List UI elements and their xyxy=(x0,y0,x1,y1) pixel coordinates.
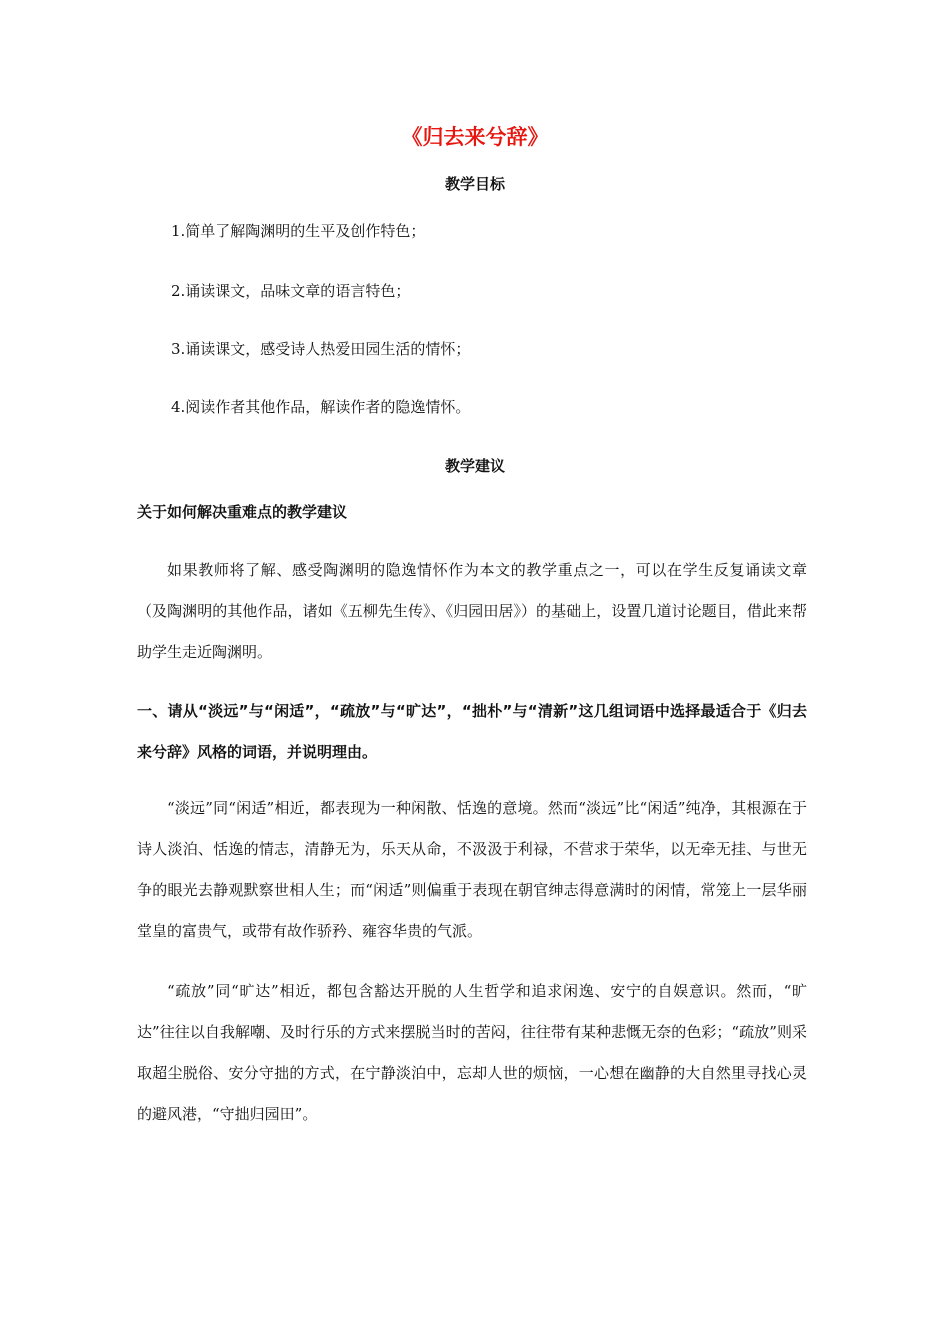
document-title: 《归去来兮辞》 xyxy=(401,125,549,149)
answer-paragraph-2: “疏放”同“旷达”相近，都包含豁达开脱的人生哲学和追求闲逸、安宁的自娱意识。然而，“旷达”往往以自我解嘲、及时行乐的方式来摆脱当时的苦闷，往往带有某种悲慨无奈的色彩；“疏放”则采取超尘脱俗、安分守拙的方式，在宁静淡泊中，忘却人世的烦恼，一心想在幽静的大自然里寻找心灵的避风港，“守拙归园田”。 xyxy=(137,982,807,1123)
objective-item-1: 1.简单了解陶渊明的生平及创作特色； xyxy=(171,222,426,240)
objective-item-2: 2.诵读课文，品味文章的语言特色； xyxy=(171,282,411,300)
suggestions-heading: 教学建议 xyxy=(444,457,505,475)
suggestions-subheading: 关于如何解决重难点的教学建议 xyxy=(137,503,348,521)
answer-paragraph-1: “淡远”同“闲适”相近，都表现为一种闲散、恬逸的意境。然而“淡远”比“闲适”纯净，其根源在于诗人淡泊、恬逸的情志，清静无为，乐天从命，不汲汲于利禄，不营求于荣华，以无牵无挂、与世无争的眼光去静观默察世相人生；而“闲适”则偏重于表现在朝官绅志得意满时的闲情，常笼上一层华丽堂皇的富贵气，或带有故作骄矜、雍容华贵的气派。 xyxy=(137,799,807,940)
objective-item-3: 3.诵读课文，感受诗人热爱田园生活的情怀； xyxy=(171,340,471,358)
objective-item-4: 4.阅读作者其他作品，解读作者的隐逸情怀。 xyxy=(171,398,471,416)
question-1: 一、请从“淡远”与“闲适”，“疏放”与“旷达”，“拙朴”与“清新”这几组词语中选择最适合于《归去来兮辞》风格的词语，并说明理由。 xyxy=(137,702,807,761)
intro-paragraph: 如果教师将了解、感受陶渊明的隐逸情怀作为本文的教学重点之一，可以在学生反复诵读文章（及陶渊明的其他作品，诸如《五柳先生传》、《归园田居》）的基础上，设置几道讨论题目，借此来帮助学生走近陶渊明。 xyxy=(137,561,807,661)
objectives-heading: 教学目标 xyxy=(444,175,505,193)
